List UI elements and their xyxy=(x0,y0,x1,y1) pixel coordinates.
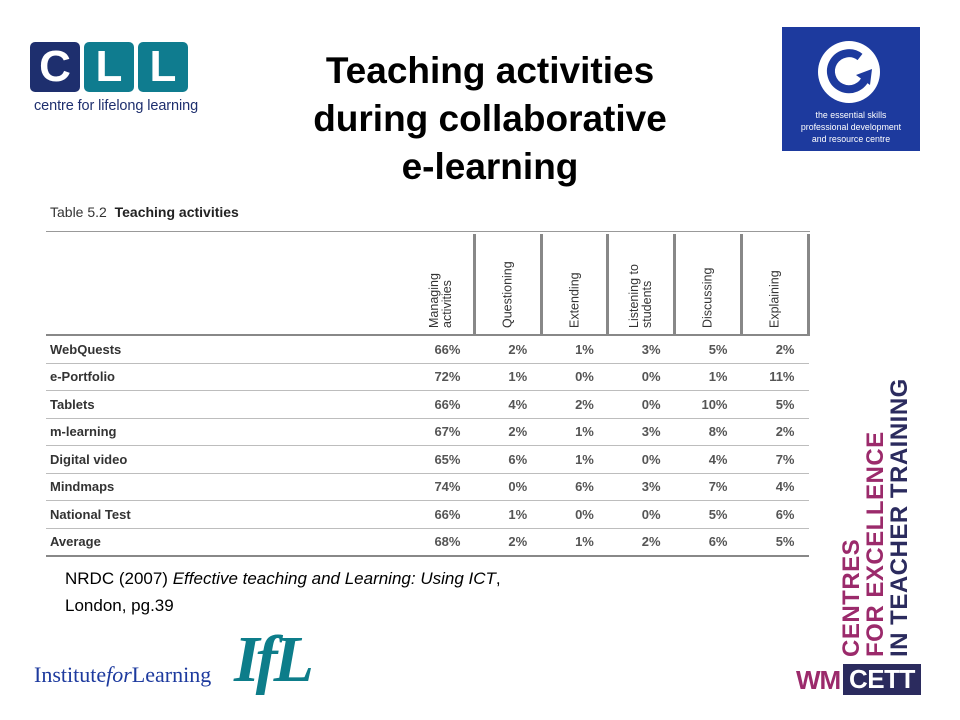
row-label: Average xyxy=(46,528,409,556)
table-row xyxy=(46,391,809,419)
cell-value: 72% xyxy=(409,363,475,391)
cll-letter-l2: L xyxy=(138,42,188,92)
column-label: Discussing xyxy=(700,267,715,328)
table-row-average xyxy=(46,528,809,556)
column-label: Explaining xyxy=(767,270,782,328)
cell-value: 0% xyxy=(608,501,675,529)
cell-value: 1% xyxy=(541,335,608,363)
cell-value: 5% xyxy=(742,528,809,556)
cell-value: 68% xyxy=(409,528,475,556)
cell-value: 2% xyxy=(742,418,809,446)
row-label: m-learning xyxy=(46,418,409,446)
cell-value: 3% xyxy=(608,418,675,446)
esr-line-1: the essential skills xyxy=(815,110,887,120)
title-line-3: e-learning xyxy=(401,146,579,187)
cell-value: 1% xyxy=(541,418,608,446)
citation-suffix: , xyxy=(495,569,501,588)
title-line-1: Teaching activities xyxy=(325,50,655,91)
esr-line-3: and resource centre xyxy=(811,134,891,144)
cll-letter-l1: L xyxy=(84,42,134,92)
cell-value: 66% xyxy=(409,335,475,363)
citation xyxy=(65,565,765,619)
cell-value: 6% xyxy=(742,501,809,529)
cell-value: 8% xyxy=(675,418,742,446)
institute-for-learning-logo-text xyxy=(34,662,211,688)
cell-value: 74% xyxy=(409,473,475,501)
cell-value: 2% xyxy=(474,418,541,446)
cell-value: 67% xyxy=(409,418,475,446)
cell-value: 0% xyxy=(608,363,675,391)
table-row xyxy=(46,363,809,391)
table-row xyxy=(46,473,809,501)
cell-value: 4% xyxy=(474,391,541,419)
table-caption-number: Table 5.2 xyxy=(50,204,107,220)
cll-tagline: centre for lifelong learning xyxy=(34,98,199,114)
cell-value: 2% xyxy=(742,335,809,363)
column-header xyxy=(474,234,541,335)
row-label: Tablets xyxy=(46,391,409,419)
cell-value: 0% xyxy=(474,473,541,501)
row-label: Digital video xyxy=(46,446,409,474)
table-row xyxy=(46,501,809,529)
row-header-spacer xyxy=(46,234,409,335)
column-header xyxy=(608,234,675,335)
essential-skills-logo xyxy=(782,27,920,151)
cell-value: 2% xyxy=(608,528,675,556)
cell-value: 3% xyxy=(608,473,675,501)
cell-value: 5% xyxy=(742,391,809,419)
cell-value: 10% xyxy=(675,391,742,419)
cll-letter-c: C xyxy=(30,42,80,92)
ifl-word-learning: Learning xyxy=(131,662,212,687)
cell-value: 3% xyxy=(608,335,675,363)
cell-value: 1% xyxy=(541,446,608,474)
cell-value: 1% xyxy=(474,363,541,391)
cell-value: 2% xyxy=(541,391,608,419)
column-header xyxy=(409,234,475,335)
cell-value: 0% xyxy=(608,446,675,474)
cell-value: 7% xyxy=(742,446,809,474)
column-header xyxy=(541,234,608,335)
cell-value: 2% xyxy=(474,335,541,363)
citation-prefix: NRDC (2007) xyxy=(65,569,173,588)
cll-logo xyxy=(30,42,226,124)
cell-value: 5% xyxy=(675,335,742,363)
cell-value: 2% xyxy=(474,528,541,556)
cett-badge: CETT xyxy=(843,664,921,695)
teaching-activities-table xyxy=(46,200,814,550)
cett-line-1: CENTRES xyxy=(838,538,865,657)
cell-value: 7% xyxy=(675,473,742,501)
cell-value: 6% xyxy=(474,446,541,474)
data-table xyxy=(46,234,810,557)
cell-value: 6% xyxy=(675,528,742,556)
column-header xyxy=(675,234,742,335)
cll-letters xyxy=(30,42,226,92)
column-header xyxy=(742,234,809,335)
cell-value: 65% xyxy=(409,446,475,474)
cell-value: 4% xyxy=(675,446,742,474)
cell-value: 4% xyxy=(742,473,809,501)
cell-value: 1% xyxy=(675,363,742,391)
table-row xyxy=(46,418,809,446)
esr-swirl-icon xyxy=(816,39,882,105)
cell-value: 0% xyxy=(541,363,608,391)
ifl-word-institute: Institute xyxy=(34,662,107,687)
table-row xyxy=(46,446,809,474)
cell-value: 1% xyxy=(474,501,541,529)
cett-logo xyxy=(838,378,918,657)
row-label: National Test xyxy=(46,501,409,529)
esr-line-2: professional development xyxy=(800,122,902,132)
citation-title: Effective teaching and Learning: Using ICT xyxy=(172,569,496,588)
cell-value: 6% xyxy=(541,473,608,501)
esr-text xyxy=(788,109,914,145)
cell-value: 0% xyxy=(608,391,675,419)
wm-label: WM xyxy=(796,665,841,695)
cell-value: 66% xyxy=(409,501,475,529)
ifl-word-for: for xyxy=(106,662,132,687)
column-label: Questioning xyxy=(500,261,515,328)
row-label: e-Portfolio xyxy=(46,363,409,391)
column-label: Managing activities xyxy=(426,273,454,328)
title-line-2: during collaborative xyxy=(313,98,667,139)
cell-value: 1% xyxy=(541,528,608,556)
cell-value: 66% xyxy=(409,391,475,419)
row-label: WebQuests xyxy=(46,335,409,363)
column-label: Listening to students xyxy=(627,264,655,328)
cell-value: 0% xyxy=(541,501,608,529)
table-caption-title: Teaching activities xyxy=(114,204,239,220)
table-row xyxy=(46,335,809,363)
column-label: Extending xyxy=(567,272,582,328)
ifl-logo-mark: IfL xyxy=(234,623,310,696)
row-label: Mindmaps xyxy=(46,473,409,501)
table-caption xyxy=(50,204,239,220)
cett-line-3: IN TEACHER TRAINING xyxy=(886,378,913,657)
table-top-rule xyxy=(46,231,810,232)
cell-value: 11% xyxy=(742,363,809,391)
cett-line-2: FOR EXCELLENCE xyxy=(862,431,889,657)
cell-value: 5% xyxy=(675,501,742,529)
slide-title xyxy=(250,47,730,191)
citation-line-2: London, pg.39 xyxy=(65,596,174,615)
